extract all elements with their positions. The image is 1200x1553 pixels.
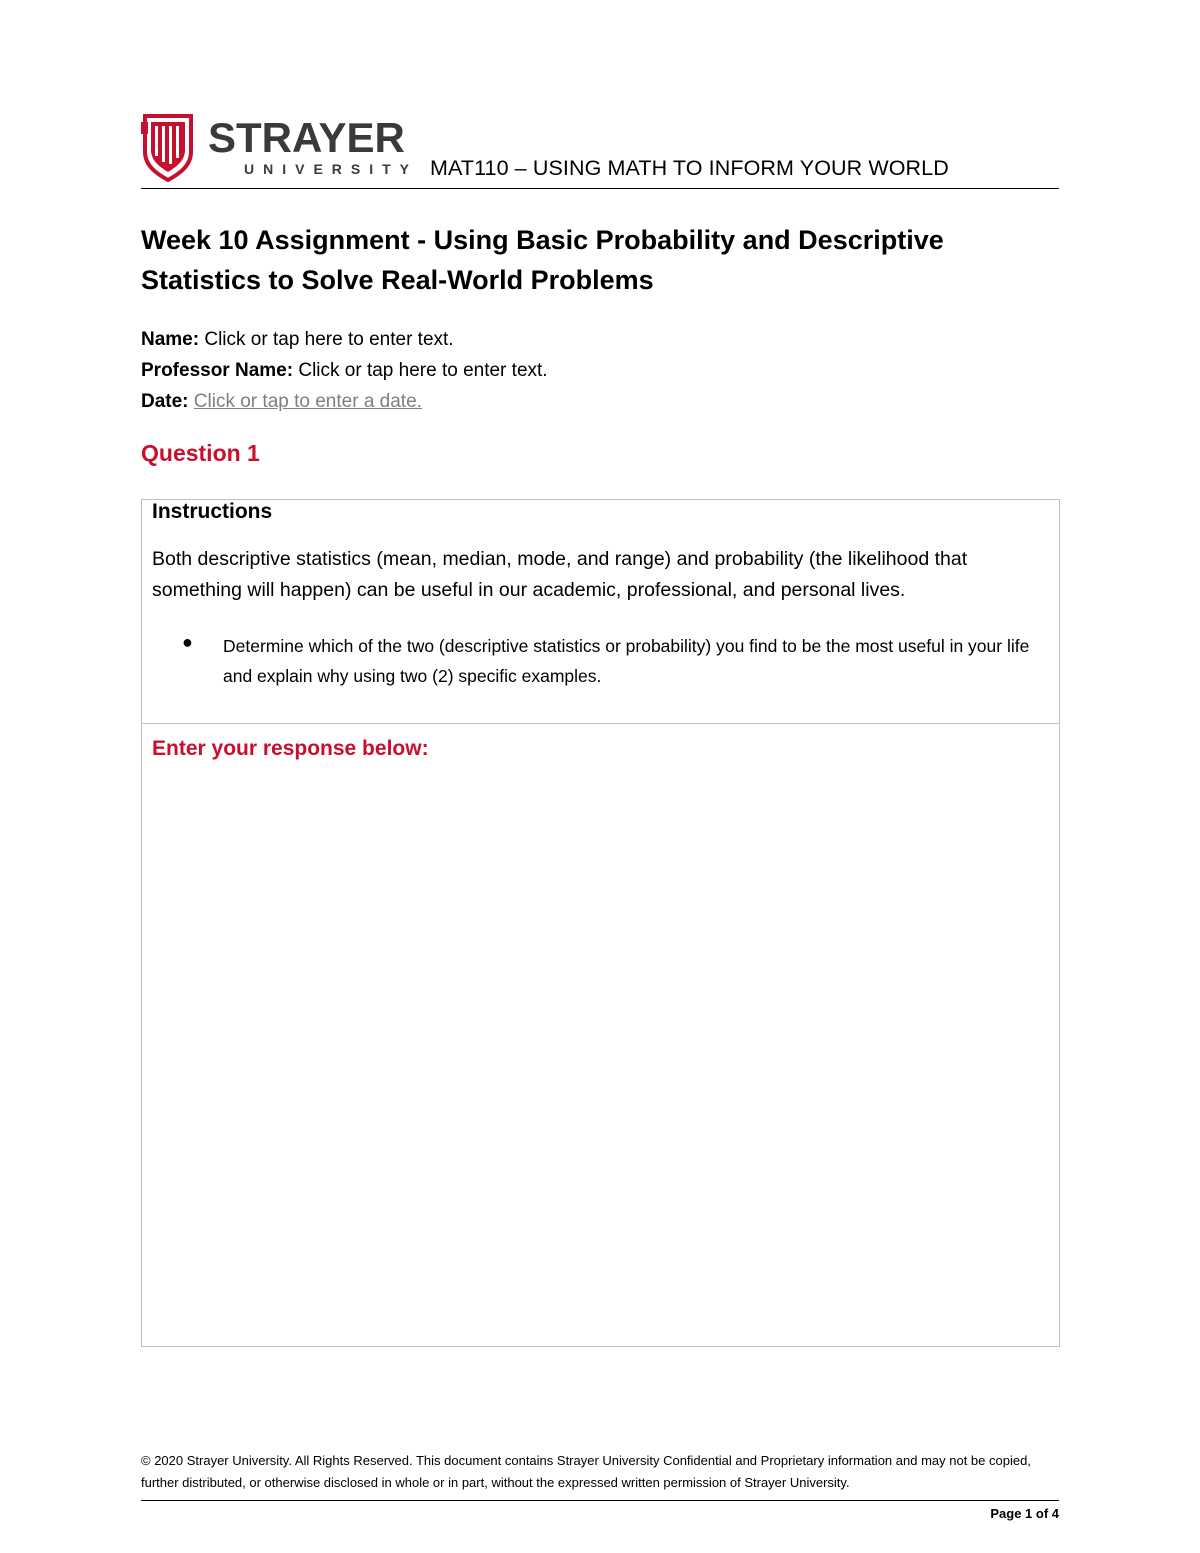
student-info [141,324,548,417]
logo-subtitle: UNIVERSITY [244,161,419,177]
name-row [141,324,548,355]
response-label: Enter your response below: [152,737,429,760]
name-label: Name: [141,329,200,350]
date-row [141,386,548,417]
logo-wordmark: STRAYER [208,114,405,161]
page-number: Page 1 of 4 [990,1506,1059,1521]
strayer-university-logo [141,112,431,182]
assignment-title [141,220,1041,300]
name-field[interactable]: Click or tap here to enter text. [204,329,454,350]
shield-icon [141,116,191,180]
course-title: MAT110 – USING MATH TO INFORM YOUR WORLD [430,156,949,180]
question-heading: Question 1 [141,440,260,466]
date-label: Date: [141,391,189,412]
response-area[interactable] [142,723,1059,1345]
professor-row [141,355,548,386]
instructions-title: Instructions [152,500,273,523]
instructions-body: Both descriptive statistics (mean, median, mode, and range) and probability (the likelihood that something will happen) can be useful in our academic, professional, and personal lives. [152,548,968,601]
footer-copyright: © 2020 Strayer University. All Rights Reserved. This document contains Strayer University Confidential and Proprietary information and may not be copied, further distributed, or otherwise disclosed in whole or in part, without the expressed written permission of Strayer University. [141,1453,1031,1490]
professor-field[interactable]: Click or tap here to enter text. [298,360,548,381]
document-header [141,112,1059,189]
instructions-cell [142,500,1059,724]
professor-label: Professor Name: [141,360,294,381]
footer-divider [141,1500,1059,1501]
bullet-icon: ● [182,632,193,652]
date-picker-field[interactable]: Click or tap to enter a date. [193,391,422,412]
assignment-title-line2: Statistics to Solve Real-World Problems [141,265,654,295]
assignment-title-line1: Week 10 Assignment - Using Basic Probability and Descriptive [141,225,944,255]
question-table [141,499,1060,1347]
instruction-bullet: Determine which of the two (descriptive statistics or probability) you find to be the most useful in your life and explain why using two (2) specific examples. [223,636,1030,686]
